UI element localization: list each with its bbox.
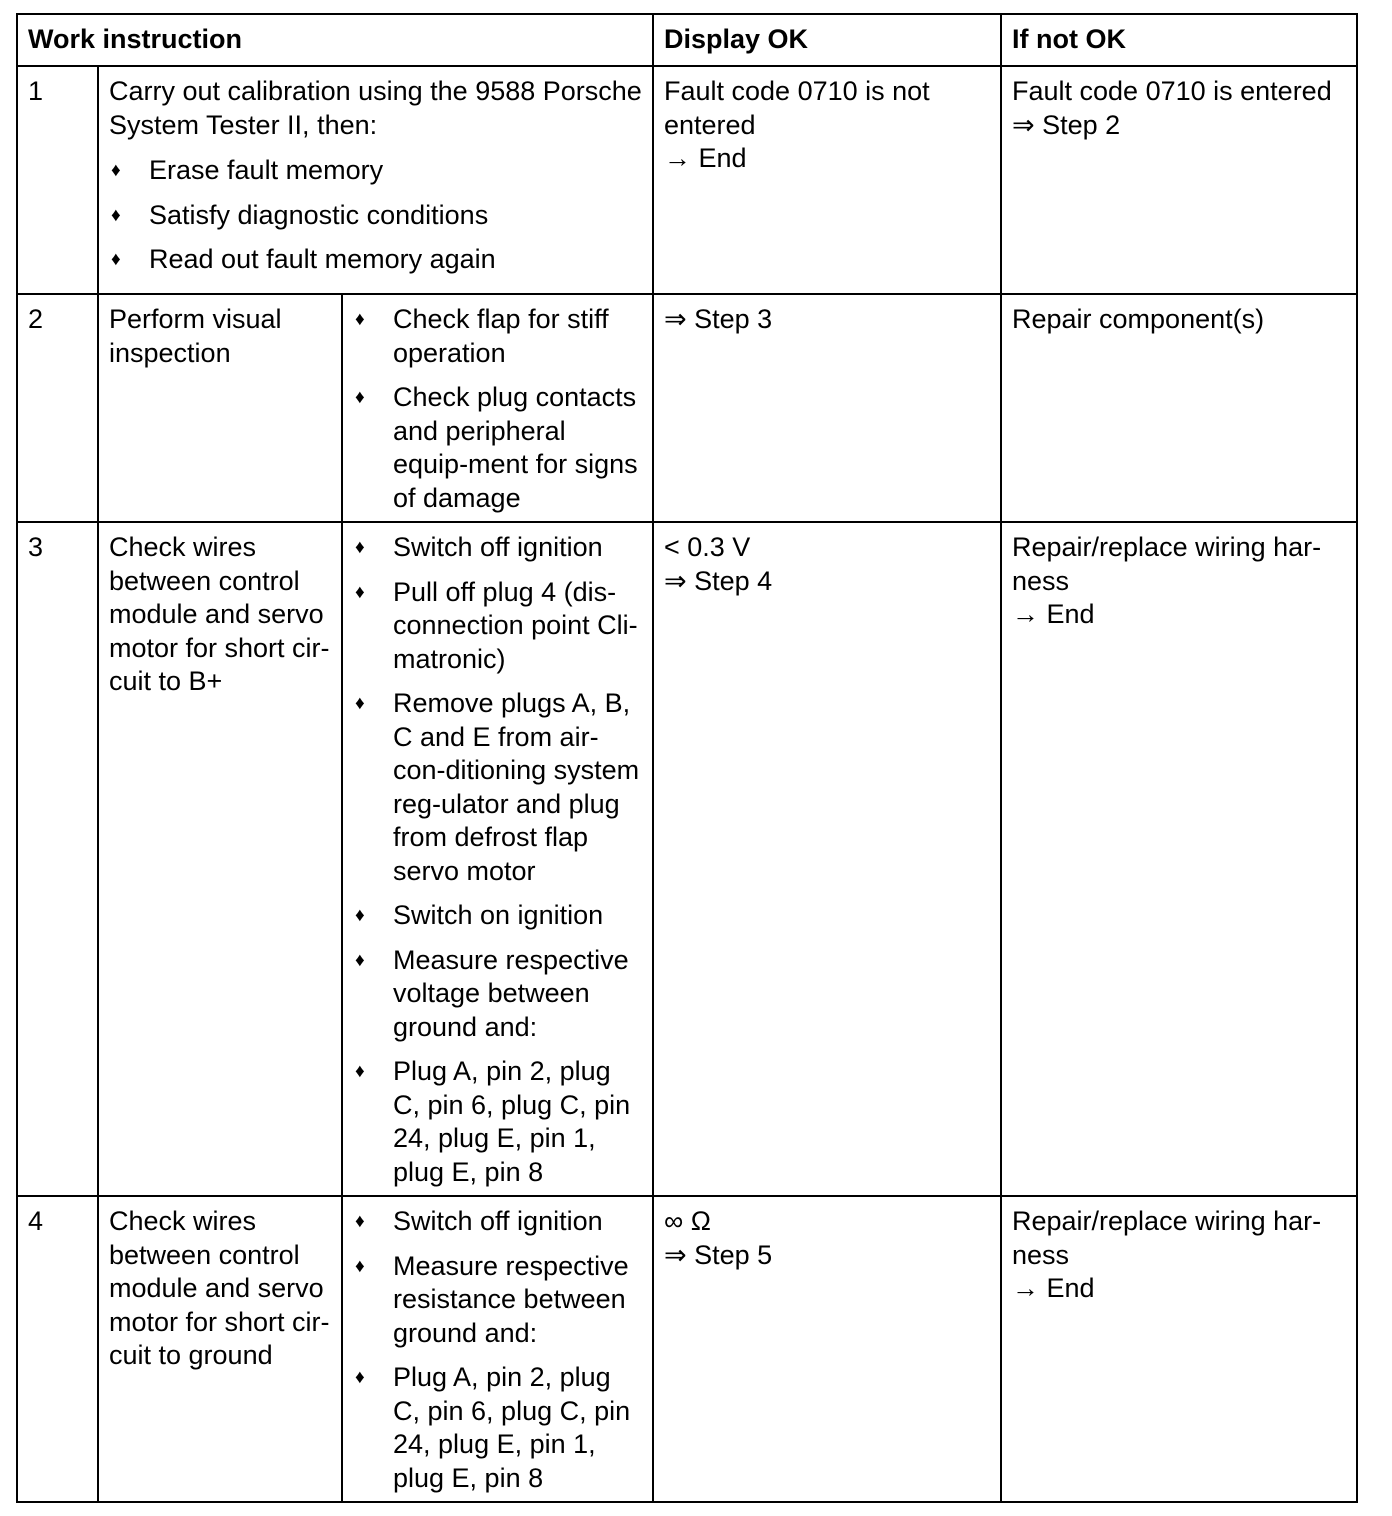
step-number: 3 bbox=[17, 522, 98, 1196]
display-ok-line: ⇒ Step 5 bbox=[664, 1239, 773, 1270]
display-ok-line: < 0.3 V bbox=[664, 532, 751, 562]
step-details bbox=[342, 522, 653, 1196]
list-item-text: Switch off ignition bbox=[393, 1206, 603, 1236]
display-ok-line: ⇒ Step 4 bbox=[664, 565, 773, 596]
list-item bbox=[353, 531, 642, 565]
list-item bbox=[353, 576, 642, 677]
display-ok-line: → End bbox=[664, 143, 747, 173]
table-row bbox=[17, 1196, 1357, 1502]
if-not-ok-line: Fault code 0710 is entered bbox=[1012, 76, 1332, 106]
list-item-text: Read out fault memory again bbox=[149, 244, 496, 274]
if-not-ok-line: → End bbox=[1012, 599, 1095, 629]
list-item-text: Remove plugs A, B, C and E from air-con-ditioning system reg-ulator and plug from defrost flap servo motor bbox=[393, 688, 640, 886]
list-item-text: Plug A, pin 2, plug C, pin 6, plug C, pin 24, plug E, pin 1, plug E, pin 8 bbox=[393, 1362, 631, 1493]
display-ok-cell bbox=[653, 522, 1001, 1196]
list-item-text: Erase fault memory bbox=[149, 155, 384, 185]
display-ok-cell bbox=[653, 294, 1001, 522]
diamond-bullet-icon: ♦ bbox=[355, 309, 365, 330]
header-work-instruction: Work instruction bbox=[17, 14, 653, 66]
step-number: 4 bbox=[17, 1196, 98, 1502]
list-item bbox=[353, 1250, 642, 1351]
list-item bbox=[353, 944, 642, 1045]
list-item-text: Plug A, pin 2, plug C, pin 6, plug C, pin 24, plug E, pin 1, plug E, pin 8 bbox=[393, 1056, 631, 1187]
list-item bbox=[353, 381, 642, 515]
if-not-ok-line: ⇒ Step 2 bbox=[1012, 109, 1121, 140]
bullet-list bbox=[353, 1205, 642, 1495]
diamond-bullet-icon: ♦ bbox=[355, 1255, 365, 1277]
diamond-bullet-icon: ♦ bbox=[111, 160, 121, 181]
table-row bbox=[17, 66, 1357, 294]
step-instruction: Check wires between control module and servo motor for short cir-cuit to ground bbox=[98, 1196, 342, 1502]
if-not-ok-line: Repair component(s) bbox=[1012, 304, 1265, 334]
diamond-bullet-icon: ♦ bbox=[355, 1061, 365, 1082]
list-item bbox=[353, 303, 642, 370]
list-item bbox=[109, 154, 642, 188]
diamond-bullet-icon: ♦ bbox=[355, 387, 365, 408]
diamond-bullet-icon: ♦ bbox=[111, 204, 121, 226]
display-ok-cell bbox=[653, 1196, 1001, 1502]
list-item-text: Check plug contacts and peripheral equip-ment for signs of damage bbox=[393, 382, 638, 513]
step-details bbox=[342, 1196, 653, 1502]
if-not-ok-cell bbox=[1001, 522, 1357, 1196]
list-item bbox=[353, 1361, 642, 1495]
if-not-ok-cell bbox=[1001, 1196, 1357, 1502]
work-instruction-table bbox=[16, 13, 1358, 1503]
step-instruction bbox=[98, 66, 653, 294]
step-number: 1 bbox=[17, 66, 98, 294]
diamond-bullet-icon: ♦ bbox=[355, 537, 365, 558]
list-item bbox=[109, 199, 642, 233]
header-display-ok: Display OK bbox=[653, 14, 1001, 66]
diamond-bullet-icon: ♦ bbox=[111, 249, 121, 270]
list-item-text: Switch on ignition bbox=[393, 900, 604, 930]
diamond-bullet-icon: ♦ bbox=[355, 693, 365, 714]
diamond-bullet-icon: ♦ bbox=[355, 905, 365, 926]
display-ok-line: ⇒ Step 3 bbox=[664, 304, 773, 334]
list-item-text: Switch off ignition bbox=[393, 532, 603, 562]
display-ok-line: ∞ Ω bbox=[664, 1206, 711, 1236]
bullet-list bbox=[109, 154, 642, 277]
display-ok-line: Fault code 0710 is not entered bbox=[664, 76, 930, 140]
list-item-text: Check flap for stiff operation bbox=[393, 304, 609, 368]
list-item bbox=[109, 243, 642, 277]
if-not-ok-line: Repair/replace wiring har-ness bbox=[1012, 1206, 1322, 1270]
list-item-text: Pull off plug 4 (dis-connection point Cli-matronic) bbox=[393, 576, 638, 674]
diamond-bullet-icon: ♦ bbox=[355, 581, 365, 603]
table-row bbox=[17, 522, 1357, 1196]
list-item bbox=[353, 899, 642, 933]
table-header-row bbox=[17, 14, 1357, 66]
diamond-bullet-icon: ♦ bbox=[355, 1211, 365, 1232]
step-instruction: Perform visual inspection bbox=[98, 294, 342, 522]
list-item-text: Measure respective resistance between ground and: bbox=[393, 1250, 629, 1348]
bullet-list bbox=[353, 303, 642, 515]
if-not-ok-cell bbox=[1001, 66, 1357, 294]
table-row bbox=[17, 294, 1357, 522]
list-item bbox=[353, 1205, 642, 1239]
diamond-bullet-icon: ♦ bbox=[355, 949, 365, 971]
if-not-ok-cell bbox=[1001, 294, 1357, 522]
list-item bbox=[353, 687, 642, 888]
list-item-text: Measure respective voltage between ground and: bbox=[393, 944, 629, 1042]
list-item-text: Satisfy diagnostic conditions bbox=[149, 199, 489, 230]
display-ok-cell bbox=[653, 66, 1001, 294]
bullet-list bbox=[353, 531, 642, 1189]
if-not-ok-line: → End bbox=[1012, 1273, 1095, 1303]
list-item bbox=[353, 1055, 642, 1189]
diamond-bullet-icon: ♦ bbox=[355, 1367, 365, 1388]
if-not-ok-line: Repair/replace wiring har-ness bbox=[1012, 532, 1322, 596]
step-details bbox=[342, 294, 653, 522]
step-instruction: Check wires between control module and servo motor for short cir-cuit to B+ bbox=[98, 522, 342, 1196]
step-number: 2 bbox=[17, 294, 98, 522]
header-if-not-ok: If not OK bbox=[1001, 14, 1357, 66]
instruction-intro: Carry out calibration using the 9588 Porsche System Tester II, then: bbox=[109, 76, 642, 140]
